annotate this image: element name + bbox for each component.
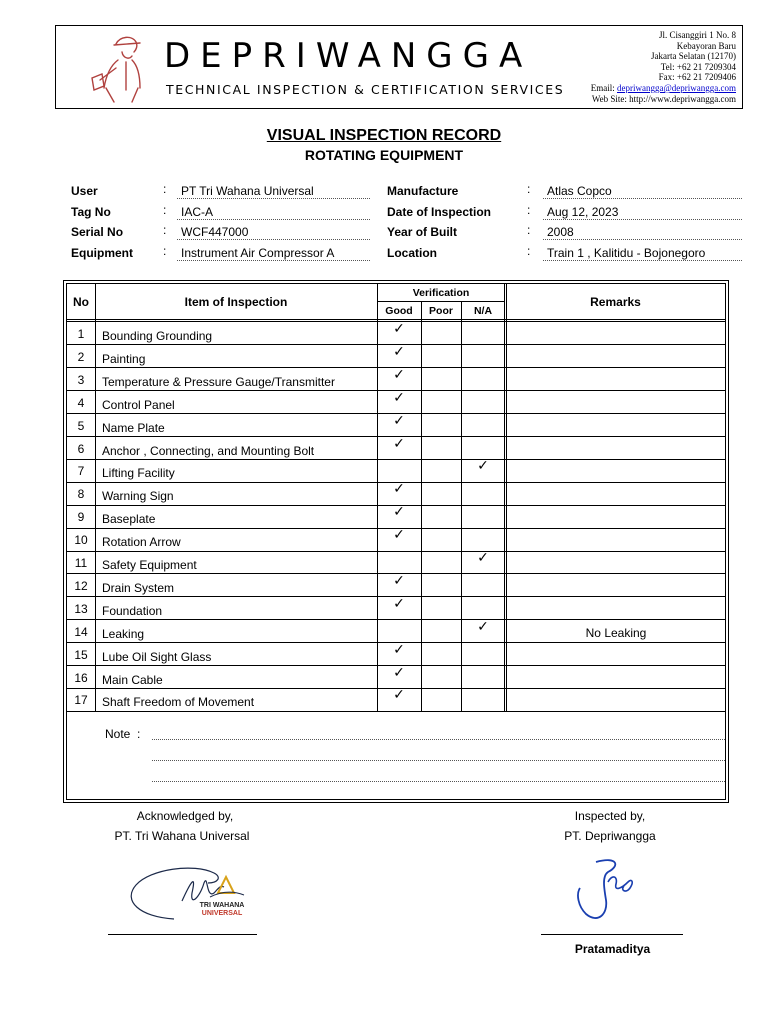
check-good-icon: ✓ (393, 527, 405, 544)
col-divider (506, 284, 507, 711)
brand-tagline: TECHNICAL INSPECTION & CERTIFICATION SERVICES (166, 82, 565, 97)
row-number: 7 (77, 464, 85, 479)
row-number: 6 (77, 441, 85, 456)
col-divider (504, 284, 505, 711)
col-header-good: Good (385, 305, 413, 317)
check-good-icon: ✓ (393, 504, 405, 521)
row-number: 3 (77, 372, 85, 387)
equipment-colon: : (163, 244, 167, 258)
inspection-item: Shaft Freedom of Movement (102, 695, 255, 710)
document-title-text: VISUAL INSPECTION RECORD (266, 127, 502, 144)
row-number: 14 (74, 624, 88, 639)
inspection-item: Warning Sign (102, 489, 174, 504)
user-label: User (71, 184, 98, 198)
check-good-icon: ✓ (393, 412, 405, 429)
location-label: Location (387, 246, 437, 260)
check-good-icon: ✓ (393, 366, 405, 383)
row-divider (377, 301, 505, 302)
check-na-icon: ✓ (477, 458, 489, 475)
inspector-signature-icon (568, 852, 648, 932)
check-good-icon: ✓ (393, 389, 405, 406)
check-good-icon: ✓ (393, 641, 405, 658)
row-number: 17 (74, 693, 88, 708)
note-line[interactable] (152, 760, 725, 761)
user-colon: : (163, 182, 167, 196)
row-number: 10 (74, 533, 88, 548)
inspection-item: Baseplate (102, 512, 156, 527)
address-line: Kebayoran Baru (676, 40, 736, 51)
check-good-icon: ✓ (393, 321, 405, 337)
note-line[interactable] (152, 781, 725, 782)
check-good-icon: ✓ (393, 664, 405, 681)
col-divider (95, 284, 96, 711)
inspection-item: Rotation Arrow (102, 535, 181, 550)
row-number: 4 (77, 395, 85, 410)
row-number: 11 (74, 556, 88, 570)
check-good-icon: ✓ (393, 687, 405, 704)
acknowledged-heading: Acknowledged by, (136, 809, 234, 823)
inspection-item: Control Panel (102, 397, 175, 412)
row-divider (67, 551, 725, 552)
row-divider (67, 459, 725, 460)
inspection-item: Bounding Grounding (102, 329, 213, 343)
note-label-text: Note (105, 727, 131, 741)
inspection-item: Anchor , Connecting, and Mounting Bolt (102, 443, 315, 458)
col-header-remarks: Remarks (590, 295, 641, 309)
manufacture-colon: : (527, 182, 531, 196)
inspection-table-inner (66, 283, 726, 800)
serial-field: WCF447000 (177, 225, 370, 240)
acknowledged-signature-icon (122, 853, 262, 933)
note-label (105, 727, 140, 741)
brand-name: DEPRIWANGGA (164, 36, 533, 76)
acknowledged-company: PT. Tri Wahana Universal (114, 829, 250, 843)
location-field: Train 1 , Kalitidu - Bojonegoro (543, 246, 742, 261)
inspection-item: Lifting Facility (102, 466, 175, 481)
row-divider (67, 319, 725, 320)
row-number: 16 (74, 670, 88, 685)
col-header-verification: Verification (412, 287, 470, 299)
serial-label: Serial No (71, 225, 124, 239)
inspection-item: Main Cable (102, 672, 163, 687)
date-colon: : (527, 203, 531, 217)
address-line: Jl. Cisanggiri 1 No. 8 (658, 30, 736, 40)
note-line[interactable] (152, 739, 725, 740)
col-divider (377, 284, 378, 711)
check-good-icon: ✓ (393, 595, 405, 612)
tag-field: IAC-A (177, 205, 370, 220)
address-line: Jakarta Selatan (12170) (651, 51, 736, 62)
inspection-item: Leaking (102, 626, 145, 641)
row-number: 9 (77, 510, 85, 525)
inspected-signature-line (541, 934, 683, 935)
inspection-item: Lube Oil Sight Glass (102, 649, 212, 664)
row-number: 12 (74, 578, 88, 593)
email-link[interactable]: depriwangga@depriwangga.com (617, 82, 736, 93)
tag-colon: : (163, 203, 167, 217)
tel-line: Tel: +62 21 7209304 (660, 61, 736, 72)
check-good-icon: ✓ (393, 343, 405, 360)
col-header-no: No (73, 295, 89, 309)
inspection-item: Safety Equipment (102, 558, 197, 572)
serial-colon: : (163, 223, 167, 237)
inspection-item: Temperature & Pressure Gauge/Transmitter (102, 374, 335, 389)
stamp-line: UNIVERSAL (201, 910, 243, 917)
email-label: Email: (590, 82, 615, 93)
website-line[interactable]: Web Site: http://www.depriwangga.com (591, 93, 736, 104)
acknowledged-signature-line (108, 934, 257, 935)
col-divider (461, 302, 462, 711)
equipment-label: Equipment (71, 246, 133, 260)
check-na-icon: ✓ (477, 618, 489, 635)
note-colon: : (137, 727, 141, 741)
tag-label: Tag No (71, 205, 111, 219)
row-number: 8 (77, 487, 85, 502)
check-good-icon: ✓ (393, 435, 405, 452)
row-number: 13 (74, 601, 88, 616)
inspection-item: Name Plate (102, 420, 165, 435)
tri-wahana-stamp (192, 902, 252, 918)
inspector-name: Pratamaditya (574, 942, 651, 956)
row-divider (67, 619, 725, 620)
manufacture-label: Manufacture (387, 184, 459, 198)
row-remarks: No Leaking (585, 625, 647, 640)
inspection-item: Drain System (102, 580, 175, 595)
inspector-logo-icon (86, 30, 156, 106)
document-subtitle: ROTATING EQUIPMENT (304, 147, 464, 163)
check-good-icon: ✓ (393, 481, 405, 498)
equipment-field: Instrument Air Compressor A (177, 246, 370, 261)
inspection-item: Painting (102, 351, 146, 366)
col-header-poor: Poor (429, 305, 453, 317)
year-label: Year of Built (387, 225, 458, 239)
user-field: PT Tri Wahana Universal (177, 184, 370, 199)
manufacture-field: Atlas Copco (543, 184, 742, 199)
row-divider (67, 711, 725, 712)
date-field: Aug 12, 2023 (543, 205, 742, 220)
col-header-na: N/A (473, 305, 493, 317)
row-number: 15 (74, 647, 88, 662)
col-divider (421, 302, 422, 711)
email-line (591, 83, 736, 94)
inspected-company: PT. Depriwangga (564, 829, 656, 843)
letterhead (55, 25, 743, 109)
stamp-line: TRI WAHANA (199, 902, 245, 909)
date-label: Date of Inspection (387, 205, 492, 219)
fax-line: Fax: +62 21 7209406 (658, 72, 736, 83)
check-na-icon: ✓ (477, 550, 489, 566)
inspection-table (63, 280, 729, 803)
inspection-item: Foundation (102, 603, 163, 618)
inspected-heading: Inspected by, (574, 809, 646, 823)
year-colon: : (527, 223, 531, 237)
col-header-item: Item of Inspection (184, 295, 288, 309)
row-number: 2 (77, 349, 85, 364)
row-number: 5 (77, 418, 85, 433)
check-good-icon: ✓ (393, 572, 405, 589)
row-number: 1 (77, 327, 85, 341)
year-field: 2008 (543, 225, 742, 240)
document-title (0, 127, 768, 145)
company-address (591, 30, 736, 104)
location-colon: : (527, 244, 531, 258)
